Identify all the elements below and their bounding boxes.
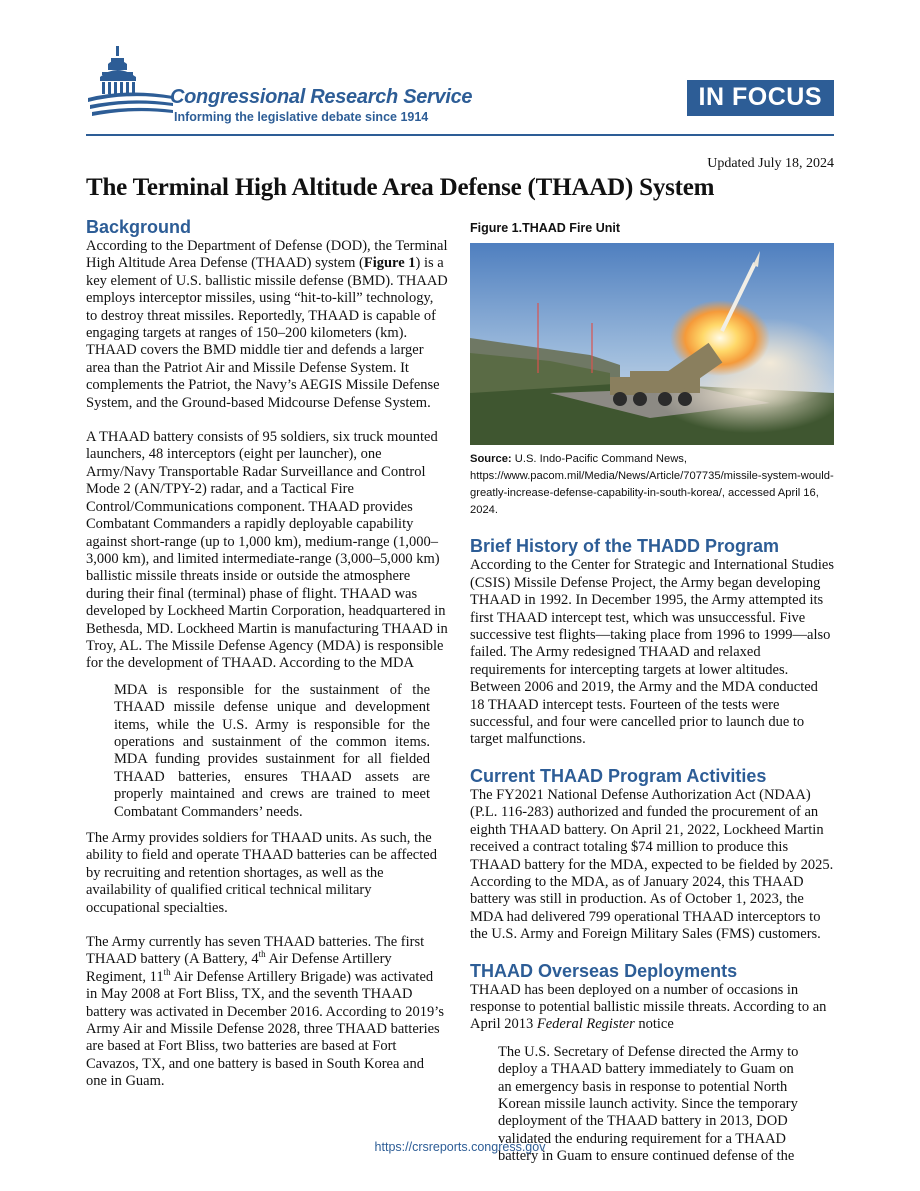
text-run: ) is a key element of U.S. ballistic missile defense (BMD). THAAD employs interceptor missiles, using “hit-to-kill” technology, to destroy threat missiles. Reportedly, THAAD is capable of engaging targets at ranges of 150–200 kilometers (km). THAAD covers the BMD middle tier and defends a larger area than the Patriot Air and Missile Defense System. It complements the Patriot, the Navy’s AEGIS Missile Defense System, and the Ground-based Midcourse Defense System. (86, 255, 448, 411)
text-run: Air Defense Artillery Regiment, 11 (86, 951, 392, 985)
publication-title: Federal Register (536, 1016, 635, 1033)
history-paragraph: According to the Center for Strategic and International Studies (CSIS) Missile Defense Project, the Army began developing THAAD in 1992. In December 1995, the Army attempted its first THAAD intercept test, which was unsuccessful. Five successive test flights—taking place from 1996 to 1999—also failed. The Army redesigned THAAD and relaxed requirements for intercepting targets at lower altitudes. Between 2006 and 2019, the Army and the MDA conducted 18 THAAD intercept tests. Fourteen of the tests were successful, and four were cancelled prior to launch due to target malfunctions. (470, 557, 835, 748)
superscript: th (163, 967, 171, 978)
background-paragraph-2: A THAAD battery consists of 95 soldiers, six truck mounted launchers, 48 interceptors (eight per launcher), one Army/Navy Transportable Radar Surveillance and Control Mode 2 (AN/TPY-2) radar, and a Tactical Fire Control/Communications component. THAAD provides Combatant Commanders a rapidly deployable capability against short-range (up to 1,000 km), medium-range (1,000–3,000 km), and limited intermediate-range (3,000–5,000 km) ballistic missile threats inside or outside the atmosphere during their final (terminal) phase of flight. THAAD was developed by Lockheed Martin Corporation, headquartered in Bethesda, MD. Lockheed Martin is manufacturing THAAD in Troy, AL. The Missile Defense Agency (MDA) is responsible for the development of THAAD. According to the MDA (86, 429, 448, 672)
capitol-dome-logo (86, 42, 176, 126)
page-title: The Terminal High Altitude Area Defense (THAAD) System (86, 174, 715, 201)
text-run: The Army currently has seven THAAD batteries. The first THAAD battery (A Battery, 4 (86, 934, 425, 968)
footer-url[interactable]: https://crsreports.congress.gov (374, 1140, 546, 1154)
source-text: U.S. Indo-Pacific Command News, https://www.pacom.mil/Media/News/Article/707735/missile-system-would-greatly-increase-defense-capability-in-south-korea/, accessed April 16, 2024. (470, 453, 834, 517)
org-name: Congressional Research Service (170, 86, 473, 108)
text-run: Air Defense Artillery Brigade) was activated in May 2008 at Fort Bliss, TX, and the seventh THAAD battery was activated in December 2016. According to 2019’s Army Air and Missile Defense 2028, three THAAD batteries are based at Fort Bliss, two batteries are based at Fort Cavazos, TX, and one battery is based in South Korea and one in Guam. (86, 968, 444, 1090)
page-header (86, 38, 834, 134)
history-heading: Brief History of the THADD Program (470, 536, 780, 557)
header-rule (86, 134, 834, 136)
current-paragraph: The FY2021 National Defense Authorization Act (NDAA) (P.L. 116-283) authorized and funded the procurement of an eighth THAAD battery. On April 21, 2022, Lockheed Martin received a contract totaling $74 million to produce this THAAD battery for the MDA, expected to be fielded by 2025. According to the MDA, as of January 2024, this THAAD battery was still in production. As of October 1, 2023, the MDA had delivered 799 operational THAAD interceptors to the U.S. Army and Foreign Military Sales (FMS) customers. (470, 786, 834, 943)
current-heading: Current THAAD Program Activities (470, 765, 767, 786)
background-paragraph-1 (86, 238, 448, 412)
text-run: According to the Department of Defense (DOD), the Terminal High Altitude Area Defense (THAAD) system ( (86, 238, 448, 272)
in-focus-badge: IN FOCUS (687, 80, 834, 116)
superscript: th (258, 949, 266, 960)
overseas-heading: THAAD Overseas Deployments (470, 960, 738, 981)
text-run: notice (634, 1016, 674, 1033)
background-paragraph-4 (86, 934, 448, 1091)
left-column (86, 216, 448, 1091)
org-tagline: Informing the legislative debate since 1914 (174, 110, 429, 124)
mda-quote: MDA is responsible for the sustainment of the THAAD missile defense unique and development items, while the U.S. Army is responsible for the operations and sustainment of the common items. MDA funding provides sustainment for all fielded THAAD batteries, ensures THAAD assets are properly maintained and crews are trained to meet Combatant Commanders’ needs. (114, 681, 430, 820)
overseas-paragraph (470, 982, 834, 1034)
source-label: Source: (470, 453, 512, 466)
figure-reference: Figure 1 (363, 255, 416, 272)
figure-source (470, 451, 834, 519)
updated-date: Updated July 18, 2024 (707, 156, 834, 171)
background-paragraph-3: The Army provides soldiers for THAAD units. As such, the ability to field and operate THAAD batteries can be affected by recruiting and retention shortages, as well as the availability of qualified critical technical military occupational specialties. (86, 830, 437, 916)
figure-title: Figure 1.THAAD Fire Unit (470, 221, 621, 235)
background-heading: Background (86, 217, 192, 237)
text-run: THAAD has been deployed on a number of occasions in response to potential ballistic missile threats. According to an April 2013 (470, 981, 827, 1033)
right-column (470, 216, 834, 1166)
thaad-launch-photo (470, 243, 834, 445)
federal-register-quote: The U.S. Secretary of Defense directed the Army to deploy a THAAD battery immediately to Guam on an emergency basis in response to potential North Korean missile launch activity. Since the temporary deployment of the THAAD battery in 2013, DOD validated the enduring requirement for a THAAD battery in Guam to ensure continued defense of the (498, 1043, 799, 1165)
